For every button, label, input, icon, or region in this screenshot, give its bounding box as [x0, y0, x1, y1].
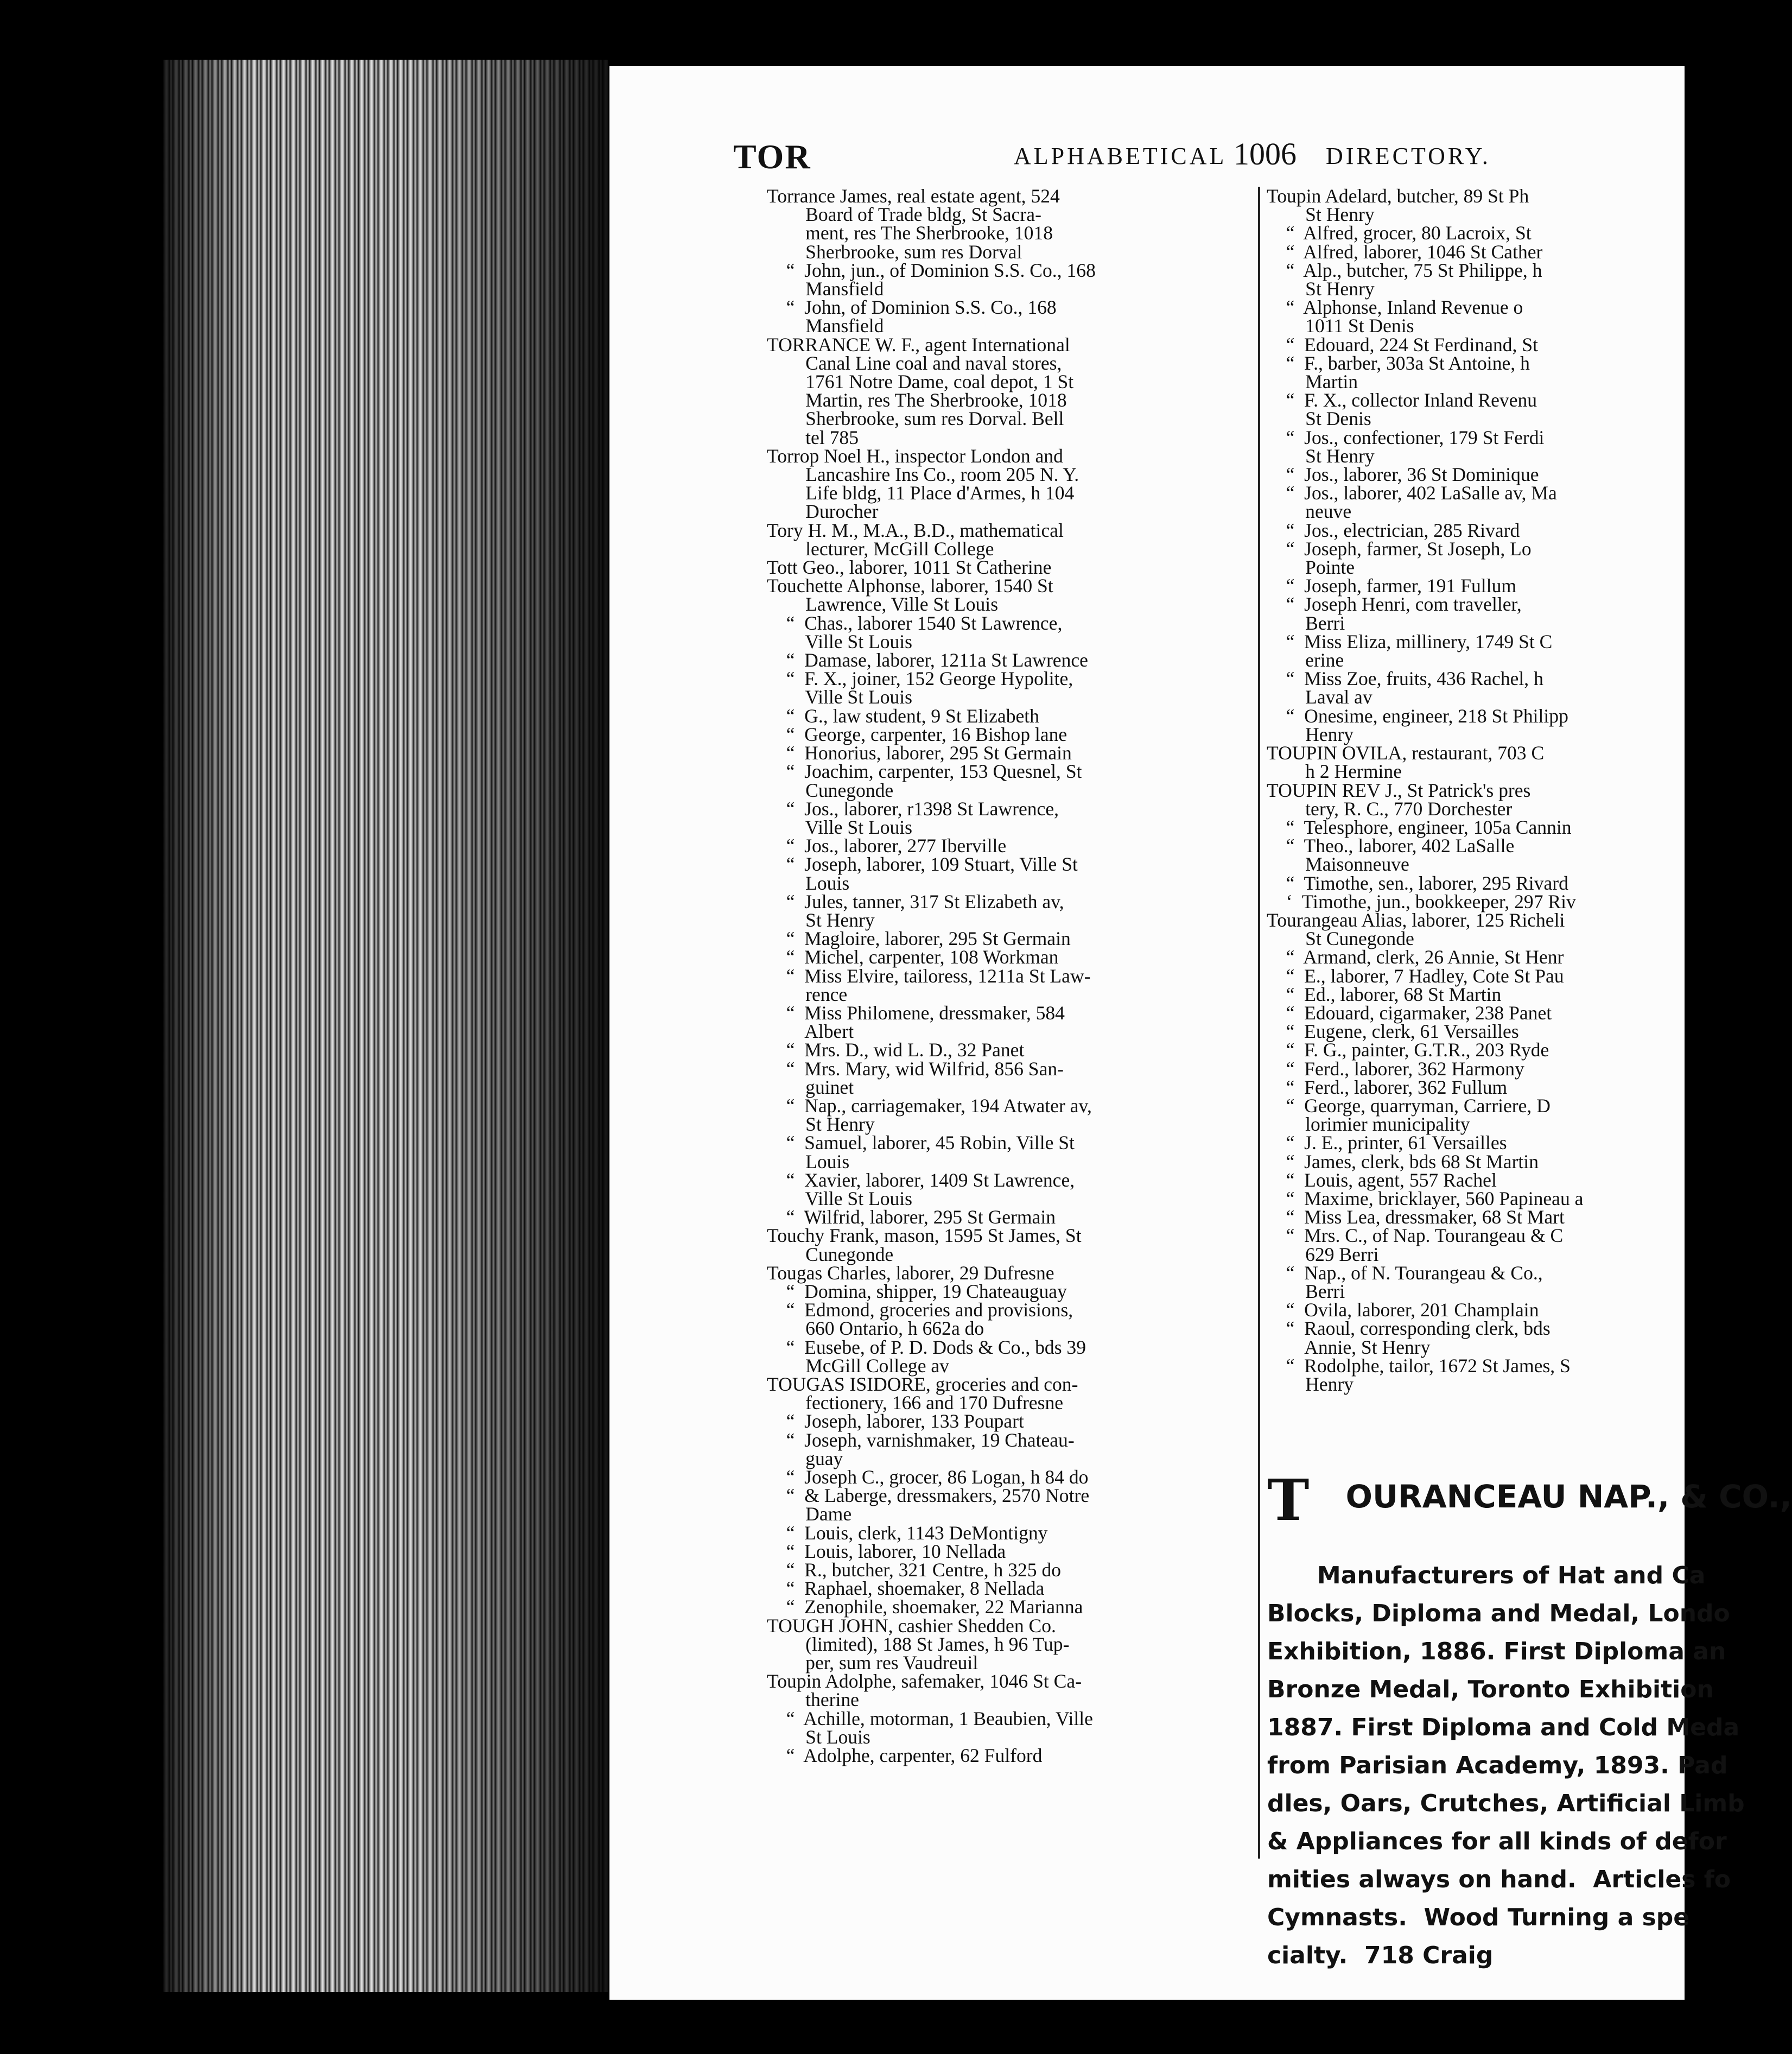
directory-entry-line: “ Magloire, laborer, 295 St Germain	[767, 928, 1071, 950]
directory-entry-line: “ Miss Philomene, dressmaker, 584	[767, 1001, 1065, 1024]
directory-entry-line: “ Adolphe, carpenter, 62 Fulford	[767, 1745, 1043, 1767]
directory-entry-line: TOUPIN REV J., St Patrick's pres	[1267, 779, 1531, 801]
ad-body	[1267, 1557, 1745, 1975]
page-number: 1006	[1234, 136, 1297, 172]
directory-entry-line: Sherbrooke, sum res Dorval. Bell	[767, 408, 1064, 430]
directory-entry-line: “ Miss Elvire, tailoress, 1211a St Law-	[767, 965, 1091, 987]
directory-entry-line: “ Samuel, laborer, 45 Robin, Ville St	[767, 1132, 1075, 1154]
directory-entry-line: Lancashire Ins Co., room 205 N. Y.	[767, 464, 1079, 486]
directory-entry-line: “ Ovila, laborer, 201 Champlain	[1267, 1299, 1539, 1321]
directory-entry-line: Tott Geo., laborer, 1011 St Catherine	[767, 556, 1052, 579]
directory-entry-line: “ Joseph, laborer, 133 Poupart	[767, 1410, 1024, 1432]
running-head-title: ALPHABETICAL	[1014, 143, 1227, 169]
left-column-listings	[767, 187, 1096, 1765]
directory-entry-line: fectionery, 166 and 170 Dufresne	[767, 1392, 1064, 1414]
directory-entry-line: “ Domina, shipper, 19 Chateauguay	[767, 1280, 1067, 1302]
directory-entry-line: Cunegonde	[767, 779, 894, 801]
ad-line: dles, Oars, Crutches, Artificial Limb	[1267, 1790, 1745, 1817]
directory-entry-line: “ Joseph C., grocer, 86 Logan, h 84 do	[767, 1466, 1089, 1488]
directory-entry-line: Cunegonde	[767, 1243, 894, 1265]
ad-drop-cap: T	[1267, 1467, 1310, 1533]
directory-entry-line: erine	[1267, 649, 1344, 671]
directory-entry-line: tel 785	[767, 426, 859, 448]
page-edge-shadow	[163, 60, 608, 1992]
directory-entry-line: “ Xavier, laborer, 1409 St Lawrence,	[767, 1169, 1075, 1191]
directory-entry-line: “ F. X., collector Inland Revenu	[1267, 389, 1537, 411]
directory-entry-line: 629 Berri	[1267, 1243, 1379, 1265]
directory-entry-line: “ George, carpenter, 16 Bishop lane	[767, 723, 1067, 745]
directory-entry-line: “ Mrs. Mary, wid Wilfrid, 856 San-	[767, 1057, 1064, 1080]
directory-entry-line: “ Jos., laborer, r1398 St Lawrence,	[767, 797, 1059, 820]
directory-entry-line: Berri	[1267, 1280, 1345, 1302]
directory-entry-line: “ & Laberge, dressmakers, 2570 Notre	[767, 1485, 1090, 1507]
directory-entry-line: “ Alfred, grocer, 80 Lacroix, St	[1267, 222, 1532, 244]
directory-entry-line: “ Alfred, laborer, 1046 St Cather	[1267, 240, 1543, 263]
directory-entry-line: Maisonneuve	[1267, 853, 1409, 876]
directory-page	[609, 66, 1792, 2000]
directory-entry-line: lorimier municipality	[1267, 1113, 1470, 1136]
directory-entry-line: 1011 St Denis	[1267, 315, 1414, 337]
directory-entry-line: “ Jos., electrician, 285 Rivard	[1267, 519, 1520, 541]
directory-entry-line: “ Theo., laborer, 402 LaSalle	[1267, 835, 1515, 857]
directory-entry-line: Toupin Adolphe, safemaker, 1046 St Ca-	[767, 1670, 1082, 1692]
directory-entry-line: “ Raoul, corresponding clerk, bds	[1267, 1317, 1550, 1340]
ad-line: Cymnasts. Wood Turning a spe	[1267, 1904, 1690, 1931]
directory-entry-line: “ Onesime, engineer, 218 St Philipp	[1267, 705, 1568, 727]
ad-line: from Parisian Academy, 1893. Pad	[1267, 1752, 1728, 1779]
directory-entry-line: “ Zenophile, shoemaker, 22 Marianna	[767, 1596, 1083, 1618]
directory-entry-line: Tory H. M., M.A., B.D., mathematical	[767, 519, 1064, 541]
running-head-left: TOR	[733, 137, 811, 176]
directory-entry-line: St Henry	[767, 909, 875, 931]
directory-entry-line: h 2 Hermine	[1267, 760, 1402, 783]
directory-entry-line: tery, R. C., 770 Dorchester	[1267, 797, 1513, 820]
directory-entry-line: “ John, of Dominion S.S. Co., 168	[767, 296, 1057, 319]
directory-entry-line: Tourangeau Alias, laborer, 125 Richeli	[1267, 909, 1565, 931]
directory-entry-line: “ Joachim, carpenter, 153 Quesnel, St	[767, 760, 1082, 783]
directory-entry-line: “ Edmond, groceries and provisions,	[767, 1299, 1073, 1321]
directory-entry-line: “ Ed., laborer, 68 St Martin	[1267, 983, 1502, 1005]
directory-entry-line: “ Joseph Henri, com traveller,	[1267, 593, 1522, 616]
directory-entry-line: “ Telesphore, engineer, 105a Cannin	[1267, 816, 1572, 838]
directory-entry-line: Torrop Noel H., inspector London and	[767, 445, 1063, 467]
directory-entry-line: “ Michel, carpenter, 108 Workman	[767, 946, 1059, 968]
directory-entry-line: “ Edouard, cigarmaker, 238 Panet	[1267, 1001, 1552, 1024]
directory-entry-line: Touchy Frank, mason, 1595 St James, St	[767, 1225, 1082, 1247]
directory-entry-line: Martin, res The Sherbrooke, 1018	[767, 389, 1067, 411]
directory-entry-line: St Henry	[767, 1113, 875, 1136]
directory-entry-line: “ John, jun., of Dominion S.S. Co., 168	[767, 259, 1096, 281]
directory-entry-line: Canal Line coal and naval stores,	[767, 352, 1062, 374]
ad-line: Manufacturers of Hat and Ca	[1267, 1562, 1706, 1589]
directory-entry-line: Laval av	[1267, 686, 1372, 708]
directory-entry-line: “ Honorius, laborer, 295 St Germain	[767, 742, 1072, 764]
directory-entry-line: McGill College av	[767, 1354, 949, 1377]
ad-title: OURANCEAU NAP., & CO.,	[1345, 1478, 1792, 1515]
directory-entry-line: Durocher	[767, 500, 879, 523]
directory-entry-line: Life bldg, 11 Place d'Armes, h 104	[767, 482, 1075, 504]
ad-line: cialty. 718 Craig	[1267, 1942, 1494, 1969]
ad-line: Bronze Medal, Toronto Exhibition	[1267, 1676, 1714, 1703]
directory-entry-line: St Cunegonde	[1267, 928, 1414, 950]
directory-entry-line: Sherbrooke, sum res Dorval	[767, 240, 1022, 263]
directory-entry-line: Dame	[767, 1503, 852, 1525]
directory-entry-line: Henry	[1267, 1373, 1354, 1395]
directory-entry-line: “ Raphael, shoemaker, 8 Nellada	[767, 1577, 1045, 1600]
directory-entry-line: “ Nap., carriagemaker, 194 Atwater av,	[767, 1094, 1092, 1117]
directory-entry-line: “ Jos., laborer, 277 Iberville	[767, 835, 1007, 857]
directory-entry-line: “ Louis, clerk, 1143 DeMontigny	[767, 1522, 1048, 1544]
running-head-right: DIRECTORY.	[1326, 143, 1491, 169]
directory-entry-line: “ Joseph, varnishmaker, 19 Chateau-	[767, 1429, 1075, 1451]
directory-entry-line: “ Jules, tanner, 317 St Elizabeth av,	[767, 890, 1064, 912]
directory-entry-line: “ Damase, laborer, 1211a St Lawrence	[767, 649, 1088, 671]
directory-entry-line: “ Ferd., laborer, 362 Fullum	[1267, 1076, 1508, 1098]
directory-entry-line: “ Maxime, bricklayer, 560 Papineau a	[1267, 1187, 1584, 1209]
directory-entry-line: neuve	[1267, 500, 1352, 523]
directory-entry-line: Louis	[767, 872, 850, 894]
directory-entry-line: “ Jos., laborer, 36 St Dominique	[1267, 464, 1539, 486]
directory-entry-line: Toupin Adelard, butcher, 89 St Ph	[1267, 185, 1529, 207]
directory-entry-line: “ J. E., printer, 61 Versailles	[1267, 1132, 1507, 1154]
directory-entry-line: “ Nap., of N. Tourangeau & Co.,	[1267, 1261, 1543, 1284]
directory-entry-line: Pointe	[1267, 556, 1355, 579]
directory-entry-line: per, sum res Vaudreuil	[767, 1652, 978, 1674]
directory-entry-line: St Denis	[1267, 408, 1371, 430]
directory-entry-line: “ Alp., butcher, 75 St Philippe, h	[1267, 259, 1542, 281]
directory-entry-line: 660 Ontario, h 662a do	[767, 1317, 984, 1340]
directory-entry-line: “ R., butcher, 321 Centre, h 325 do	[767, 1559, 1062, 1581]
directory-entry-line: “ F., barber, 303a St Antoine, h	[1267, 352, 1530, 374]
directory-entry-line: “ Rodolphe, tailor, 1672 St James, S	[1267, 1354, 1571, 1377]
directory-entry-line: “ Achille, motorman, 1 Beaubien, Ville	[767, 1707, 1093, 1729]
directory-entry-line: Louis	[767, 1150, 850, 1172]
directory-entry-line: Henry	[1267, 723, 1354, 745]
ad-line: Blocks, Diploma and Medal, Londo	[1267, 1600, 1730, 1627]
directory-entry-line: “ Ferd., laborer, 362 Harmony	[1267, 1057, 1524, 1080]
directory-entry-line: Lawrence, Ville St Louis	[767, 593, 999, 616]
ad-line: 1887. First Diploma and Cold Meda	[1267, 1714, 1740, 1741]
directory-entry-line: “ F. G., painter, G.T.R., 203 Ryde	[1267, 1039, 1549, 1061]
directory-entry-line: Tougas Charles, laborer, 29 Dufresne	[767, 1261, 1054, 1284]
directory-entry-line: “ Miss Zoe, fruits, 436 Rachel, h	[1267, 668, 1543, 690]
directory-entry-line: Martin	[1267, 371, 1358, 393]
directory-entry-line: TORRANCE W. F., agent International	[767, 333, 1070, 356]
right-column-listings	[1267, 187, 1583, 1393]
directory-entry-line: Ville St Louis	[767, 816, 913, 838]
directory-entry-line: TOUPIN OVILA, restaurant, 703 C	[1267, 742, 1545, 764]
directory-entry-line: “ Louis, laborer, 10 Nellada	[767, 1540, 1006, 1562]
directory-entry-line: St Henry	[1267, 278, 1375, 300]
directory-entry-line: “ Eusebe, of P. D. Dods & Co., bds 39	[767, 1336, 1086, 1358]
directory-entry-line: “ G., law student, 9 St Elizabeth	[767, 705, 1039, 727]
directory-entry-line: guay	[767, 1447, 843, 1469]
directory-entry-line: Ville St Louis	[767, 630, 913, 652]
directory-entry-line: “ Timothe, sen., laborer, 295 Rivard	[1267, 872, 1568, 894]
directory-entry-line: “ Jos., laborer, 402 LaSalle av, Ma	[1267, 482, 1557, 504]
directory-entry-line: Mansfield	[767, 278, 884, 300]
directory-entry-line: Torrance James, real estate agent, 524	[767, 185, 1060, 207]
directory-entry-line: “ Wilfrid, laborer, 295 St Germain	[767, 1206, 1056, 1228]
ad-line: & Appliances for all kinds of defor	[1267, 1828, 1727, 1855]
directory-entry-line: Berri	[1267, 612, 1345, 634]
directory-entry-line: “ Edouard, 224 St Ferdinand, St	[1267, 333, 1539, 356]
directory-entry-line: TOUGH JOHN, cashier Shedden Co.	[767, 1614, 1056, 1637]
directory-entry-line: guinet	[767, 1076, 854, 1098]
directory-entry-line: Touchette Alphonse, laborer, 1540 St	[767, 575, 1053, 597]
directory-entry-line: (limited), 188 St James, h 96 Tup-	[767, 1633, 1070, 1655]
ad-line: mities always on hand. Articles fo	[1267, 1866, 1731, 1893]
directory-entry-line: “ Miss Eliza, millinery, 1749 St C	[1267, 630, 1553, 652]
tourangeau-advertisement	[1267, 1440, 1792, 2051]
directory-entry-line: “ Joseph, farmer, St Joseph, Lo	[1267, 537, 1532, 560]
directory-entry-line: Albert	[767, 1020, 854, 1043]
directory-entry-line: “ Louis, agent, 557 Rachel	[1267, 1169, 1497, 1191]
directory-entry-line: Mansfield	[767, 315, 884, 337]
directory-entry-line: TOUGAS ISIDORE, groceries and con-	[767, 1373, 1078, 1395]
directory-entry-line: “ Chas., laborer 1540 St Lawrence,	[767, 612, 1063, 634]
directory-entry-line: ment, res The Sherbrooke, 1018	[767, 222, 1053, 244]
directory-entry-line: “ E., laborer, 7 Hadley, Cote St Pau	[1267, 965, 1564, 987]
directory-entry-line: rence	[767, 983, 848, 1005]
directory-entry-line: Ville St Louis	[767, 686, 913, 708]
ad-line: Exhibition, 1886. First Diploma an	[1267, 1638, 1726, 1665]
directory-entry-line: “ Joseph, farmer, 191 Fullum	[1267, 575, 1517, 597]
directory-entry-line: lecturer, McGill College	[767, 537, 994, 560]
directory-entry-line: Board of Trade bldg, St Sacra-	[767, 204, 1041, 226]
directory-entry-line: Ville St Louis	[767, 1187, 913, 1209]
column-divider	[1258, 187, 1260, 1859]
directory-entry-line: St Henry	[1267, 204, 1375, 226]
directory-entry-line: “ Miss Lea, dressmaker, 68 St Mart	[1267, 1206, 1565, 1228]
directory-entry-line: St Henry	[1267, 445, 1375, 467]
directory-entry-line: “ Mrs. C., of Nap. Tourangeau & C	[1267, 1225, 1564, 1247]
directory-entry-line: “ Alphonse, Inland Revenue o	[1267, 296, 1523, 319]
directory-entry-line: “ Armand, clerk, 26 Annie, St Henr	[1267, 946, 1564, 968]
directory-entry-line: “ Joseph, laborer, 109 Stuart, Ville St	[767, 853, 1078, 876]
directory-entry-line: “ Eugene, clerk, 61 Versailles	[1267, 1020, 1519, 1043]
directory-entry-line: “ Jos., confectioner, 179 St Ferdi	[1267, 426, 1545, 448]
directory-entry-line: Annie, St Henry	[1267, 1336, 1431, 1358]
directory-entry-line: ‘ Timothe, jun., bookkeeper, 297 Riv	[1267, 890, 1576, 912]
directory-entry-line: 1761 Notre Dame, coal depot, 1 St	[767, 371, 1074, 393]
directory-entry-line: “ George, quarryman, Carriere, D	[1267, 1094, 1550, 1117]
directory-entry-line: “ F. X., joiner, 152 George Hypolite,	[767, 668, 1073, 690]
directory-entry-line: therine	[767, 1689, 859, 1711]
directory-entry-line: St Louis	[767, 1726, 870, 1748]
directory-entry-line: “ Mrs. D., wid L. D., 32 Panet	[767, 1039, 1025, 1061]
directory-entry-line: “ James, clerk, bds 68 St Martin	[1267, 1150, 1539, 1172]
